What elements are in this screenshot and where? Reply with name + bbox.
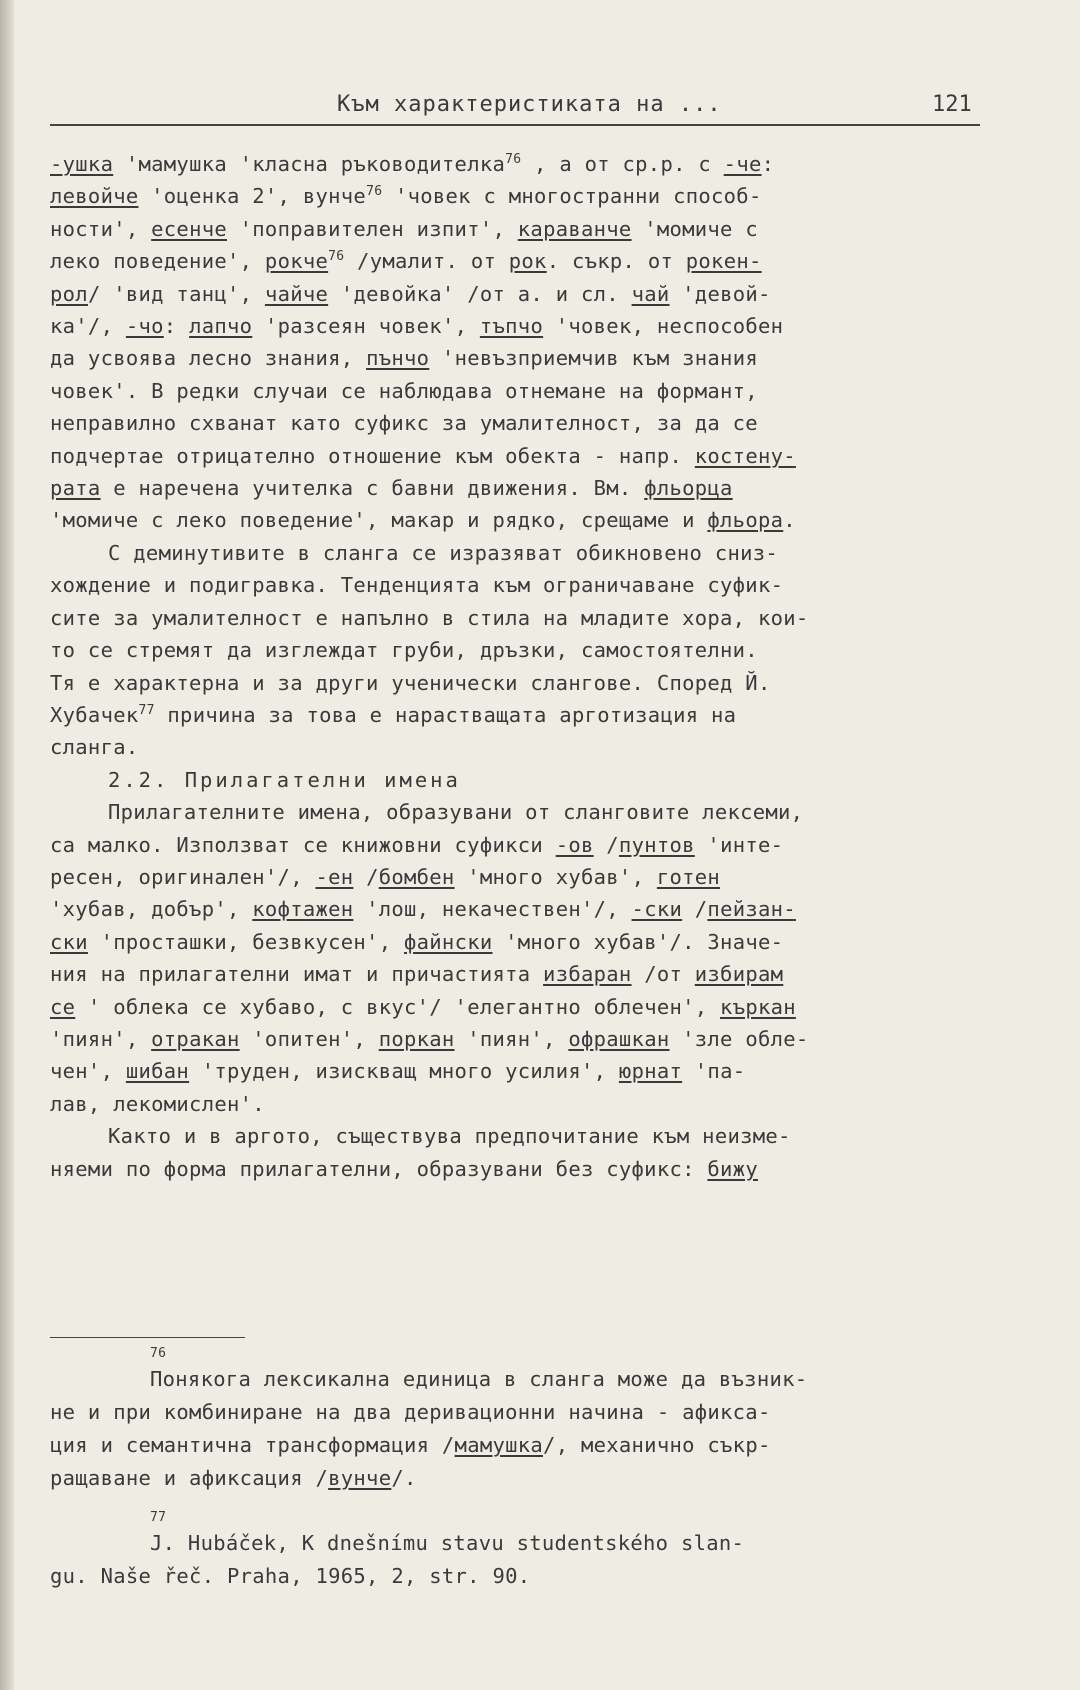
footnote-line: gu. Naše řeč. Praha, 1965, 2, str. 90. — [50, 1564, 531, 1588]
footnotes — [50, 1345, 990, 1607]
body-line: леко поведение', рокче$^{76}$ /умалит. от рок. съкр. от рокен- — [50, 249, 762, 274]
footnote-separator — [50, 1337, 245, 1338]
body-text — [50, 148, 990, 1185]
footnote-mark: 77 — [150, 1510, 167, 1525]
body-line: няеми по форма прилагателни, образувани без суфикс: бижу — [50, 1156, 758, 1181]
body-line: Хубачек$^{77}$ причина за това е нарастващата арготизация на — [50, 702, 737, 727]
body-line: са малко. Използват се книжовни суфикси -ов /пунтов 'инте- — [50, 832, 784, 857]
body-line: рол/ 'вид танц', чайче 'девойка' /от а. и сл. чай 'девой- — [50, 281, 771, 306]
body-line: ресен, оригинален'/, -ен /бомбен 'много хубав', готен — [50, 864, 721, 889]
body-line: 'пиян', отракан 'опитен', поркан 'пиян', офрашкан 'зле обле- — [50, 1026, 809, 1051]
body-line: ния на прилагателни имат и причастията избаран /от избирам — [50, 962, 784, 987]
body-line: ка'/, -чо: лапчо 'разсеян човек', тъпчо 'човек, неспособен — [50, 314, 784, 339]
body-line: 'момиче с леко поведение', макар и рядко, срещаме и фльора. — [50, 508, 796, 533]
page-number: 121 — [932, 92, 972, 117]
body-line: 'хубав, добър', кофтажен 'лош, некачествен'/, -ски /пейзан- — [50, 897, 796, 922]
body-line: сланга. — [50, 735, 139, 760]
footnote-mark: 76 — [150, 1346, 167, 1361]
footnote-line: не и при комбиниране на два деривационни начина - афикса- — [50, 1400, 771, 1424]
footnote-line: Понякога лексикална единица в сланга може да възник- — [150, 1367, 808, 1391]
body-line: ски 'просташки, безвкусен', файнски 'много хубав'/. Значе- — [50, 929, 784, 954]
footnote-line: ращаване и афиксация /вунче/. — [50, 1466, 417, 1490]
footnote-76 — [50, 1345, 990, 1495]
body-line: хождение и подигравка. Тенденцията към ограничаване суфик- — [50, 573, 784, 598]
body-line: С деминутивите в сланга се изразяват обикновено сниз- — [108, 540, 779, 565]
footnote-line: ция и семантична трансформация /мамушка/, механично съкр- — [50, 1433, 771, 1457]
footnote-77 — [50, 1509, 990, 1593]
body-line: Както и в арготo, съществува предпочитание към неизме- — [108, 1124, 791, 1149]
body-line: чен', шибан 'труден, изискващ много усилия', юрнат 'па- — [50, 1059, 746, 1084]
body-line: то се стремят да изглеждат груби, дръзки, самостоятелни. — [50, 638, 758, 663]
body-line: ности', есенче 'поправителен изпит', караванче 'момиче с — [50, 216, 758, 241]
running-title: Към характеристиката на ... — [337, 92, 722, 117]
body-line: рата е наречена учителка с бавни движения. Вм. фльорца — [50, 476, 733, 501]
body-line: човек'. В редки случаи се наблюдава отнемане на формант, — [50, 378, 758, 403]
body-line: 2.2. Прилагателни имена — [108, 767, 461, 792]
body-line: -ушка 'мамушка 'класна ръководителка$^{76}$ , а от ср.р. с -че: — [50, 152, 775, 176]
body-line: левойче 'оценка 2', вунче$^{76}$ 'човек с многостранни способ- — [50, 184, 762, 209]
body-line: да усвоява лесно знания, пънчо 'невъзприемчив към знания — [50, 346, 758, 371]
body-line: неправилно схванат като суфикс за умалителност, за да се — [50, 411, 758, 436]
body-line: лав, лекомислен'. — [50, 1091, 265, 1116]
body-line: Тя е характерна и за други ученически слангове. Според Й. — [50, 670, 771, 695]
body-line: се ' облека се хубаво, с вкус'/ 'елегантно облечен', къркан — [50, 994, 796, 1019]
running-header — [50, 90, 980, 126]
footnote-line: J. Hubáček, K dnešnímu stavu studentského slan- — [150, 1531, 745, 1555]
body-line: Прилагателните имена, образувани от сланговите лексеми, — [108, 800, 804, 825]
body-line: подчертае отрицателно отношение към обекта - напр. костену- — [50, 443, 796, 468]
body-line: сите за умалителност е напълно в стила на младите хора, кои- — [50, 605, 809, 630]
